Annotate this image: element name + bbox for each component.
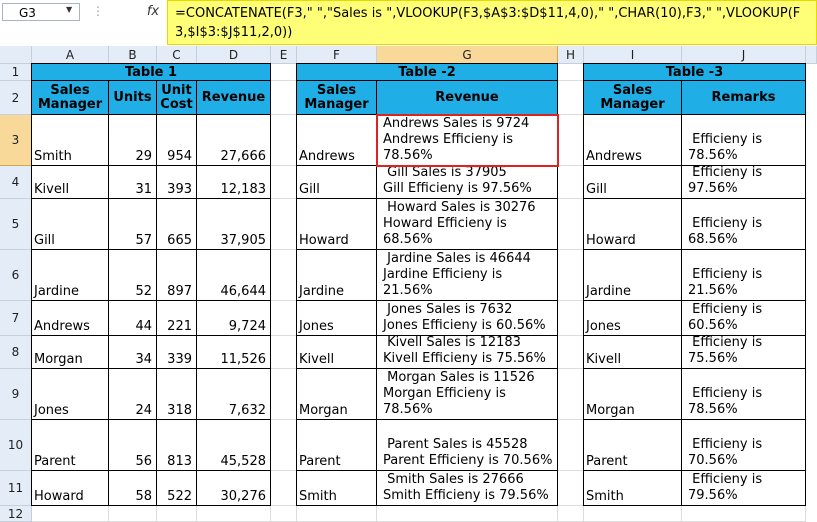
grid-cell[interactable] xyxy=(271,115,297,166)
grid-cell[interactable] xyxy=(558,369,584,420)
table2-revenue-cell[interactable]: Parent Sales is 45528 Parent Efficieny is 70.56% xyxy=(377,420,558,471)
table1-cell[interactable]: 29 xyxy=(109,115,157,166)
table3-remarks-cell[interactable]: Efficieny is 97.56% xyxy=(682,166,806,199)
table1-header[interactable]: Revenue xyxy=(197,81,271,115)
table-border xyxy=(583,64,584,506)
table1-cell[interactable]: 27,666 xyxy=(197,115,271,166)
grid-cell[interactable] xyxy=(558,250,584,301)
table1-cell[interactable]: Andrews xyxy=(32,301,109,336)
table3-name-cell[interactable]: Jones xyxy=(584,301,682,336)
table3-remarks-cell[interactable]: Efficieny is 70.56% xyxy=(682,420,806,471)
grid-cell[interactable] xyxy=(271,166,297,199)
table3-name-cell[interactable]: Morgan xyxy=(584,369,682,420)
column-header-d[interactable]: D xyxy=(197,46,271,64)
grid-cell[interactable] xyxy=(558,471,584,506)
grid-cell[interactable] xyxy=(109,506,157,522)
table1-cell[interactable]: Howard xyxy=(32,471,109,506)
table1-cell[interactable]: Kivell xyxy=(32,166,109,199)
table3-remarks-cell[interactable]: Efficieny is 78.56% xyxy=(682,369,806,420)
column-header-filler xyxy=(806,46,817,64)
table1-cell[interactable]: 57 xyxy=(109,199,157,250)
table1-cell[interactable]: 12,183 xyxy=(197,166,271,199)
row-header-4[interactable]: 4 xyxy=(0,166,32,199)
table1-cell[interactable]: 31 xyxy=(109,166,157,199)
grid-cell[interactable] xyxy=(271,369,297,420)
table1-cell[interactable]: 813 xyxy=(157,420,197,471)
table1-cell[interactable]: 46,644 xyxy=(197,250,271,301)
table-border xyxy=(31,63,271,64)
grid-cell[interactable] xyxy=(558,199,584,250)
table3-name-cell[interactable]: Smith xyxy=(584,471,682,506)
column-header-a[interactable]: A xyxy=(32,46,109,64)
chevron-down-icon[interactable]: ▼ xyxy=(66,5,73,14)
grid-cell[interactable] xyxy=(558,166,584,199)
grid-cell[interactable] xyxy=(271,250,297,301)
table-border xyxy=(583,63,806,64)
table2-name-cell[interactable]: Gill xyxy=(297,166,377,199)
table3-title[interactable]: Table -3 xyxy=(584,64,806,81)
table1-header[interactable]: Unit Cost xyxy=(157,81,197,115)
column-header-f[interactable]: F xyxy=(297,46,377,64)
grid-cell[interactable] xyxy=(271,301,297,336)
table1-cell[interactable]: 34 xyxy=(109,336,157,369)
table3-header[interactable]: Sales Manager xyxy=(584,81,682,115)
table-border xyxy=(31,64,32,506)
table2-name-cell[interactable]: Kivell xyxy=(297,336,377,369)
grid-cell[interactable] xyxy=(558,64,584,81)
grid-cell[interactable] xyxy=(157,506,197,522)
table1-cell[interactable]: 954 xyxy=(157,115,197,166)
grid-cell[interactable] xyxy=(584,506,682,522)
row-header-7[interactable]: 7 xyxy=(0,301,32,336)
row-header-12[interactable]: 12 xyxy=(0,506,32,522)
table1-cell[interactable]: Gill xyxy=(32,199,109,250)
table2-name-cell[interactable]: Smith xyxy=(297,471,377,506)
table1-cell[interactable]: 37,905 xyxy=(197,199,271,250)
table1-cell[interactable]: 665 xyxy=(157,199,197,250)
table3-header[interactable]: Remarks xyxy=(682,81,806,115)
table2-title[interactable]: Table -2 xyxy=(297,64,558,81)
table2-header[interactable]: Sales Manager xyxy=(297,81,377,115)
select-all-corner[interactable] xyxy=(0,46,32,64)
column-header-g[interactable]: G xyxy=(377,46,558,64)
table1-cell[interactable]: 45,528 xyxy=(197,420,271,471)
table1-cell[interactable]: 318 xyxy=(157,369,197,420)
table1-header[interactable]: Sales Manager xyxy=(32,81,109,115)
table3-name-cell[interactable]: Howard xyxy=(584,199,682,250)
grid-cell[interactable] xyxy=(682,506,806,522)
column-header-j[interactable]: J xyxy=(682,46,806,64)
table3-remarks-cell[interactable]: Efficieny is 21.56% xyxy=(682,250,806,301)
table1-cell[interactable]: 339 xyxy=(157,336,197,369)
column-header-i[interactable]: I xyxy=(584,46,682,64)
table2-revenue-cell[interactable]: Andrews Sales is 9724 Andrews Efficieny is 78.56% xyxy=(377,115,558,166)
row-header-9[interactable]: 9 xyxy=(0,369,32,420)
table2-name-cell[interactable]: Morgan xyxy=(297,369,377,420)
table3-name-cell[interactable]: Parent xyxy=(584,420,682,471)
table1-cell[interactable]: 30,276 xyxy=(197,471,271,506)
row-header-3[interactable]: 3 xyxy=(0,115,32,166)
table2-name-cell[interactable]: Andrews xyxy=(297,115,377,166)
table1-cell[interactable]: 56 xyxy=(109,420,157,471)
row-header-8[interactable]: 8 xyxy=(0,336,32,369)
table1-cell[interactable]: 9,724 xyxy=(197,301,271,336)
row-header-2[interactable]: 2 xyxy=(0,81,32,115)
column-header-c[interactable]: C xyxy=(157,46,197,64)
grid-cell[interactable] xyxy=(271,506,297,522)
table2-name-cell[interactable]: Parent xyxy=(297,420,377,471)
grid-cell[interactable] xyxy=(558,115,584,166)
table3-remarks-cell[interactable]: Efficieny is 75.56% xyxy=(682,336,806,369)
formula-bar-splitter-icon[interactable]: ⋮ xyxy=(92,4,104,18)
table2-revenue-cell[interactable]: Morgan Sales is 11526 Morgan Efficieny is 78.56% xyxy=(377,369,558,420)
table1-cell[interactable]: 52 xyxy=(109,250,157,301)
table1-cell[interactable]: 11,526 xyxy=(197,336,271,369)
table1-title[interactable]: Table 1 xyxy=(32,64,271,81)
table-border xyxy=(296,63,558,64)
table1-cell[interactable]: Smith xyxy=(32,115,109,166)
grid-cell[interactable] xyxy=(297,506,377,522)
column-header-b[interactable]: B xyxy=(109,46,157,64)
row-header-1[interactable]: 1 xyxy=(0,64,32,81)
grid-cell[interactable] xyxy=(271,64,297,81)
table-border xyxy=(296,64,297,506)
table1-cell[interactable]: 522 xyxy=(157,471,197,506)
grid-cell[interactable] xyxy=(271,471,297,506)
grid-cell[interactable] xyxy=(377,506,558,522)
formula-input[interactable]: =CONCATENATE(F3," ","Sales is ",VLOOKUP(F3,$A$3:$D$11,4,0)," ",CHAR(10),F3," ",VLOOKUP(F3,$I$3:$J$11,2,0)) xyxy=(167,0,817,45)
row-header-6[interactable]: 6 xyxy=(0,250,32,301)
row-header-5[interactable]: 5 xyxy=(0,199,32,250)
table1-cell[interactable]: 897 xyxy=(157,250,197,301)
table1-cell[interactable]: 221 xyxy=(157,301,197,336)
table3-name-cell[interactable]: Gill xyxy=(584,166,682,199)
table3-name-cell[interactable]: Kivell xyxy=(584,336,682,369)
grid-cell[interactable] xyxy=(271,420,297,471)
column-header-h[interactable]: H xyxy=(558,46,584,64)
column-header-e[interactable]: E xyxy=(271,46,297,64)
row-header-11[interactable]: 11 xyxy=(0,471,32,506)
table1-cell[interactable]: 7,632 xyxy=(197,369,271,420)
table3-remarks-cell[interactable]: Efficieny is 78.56% xyxy=(682,115,806,166)
table2-name-cell[interactable]: Jones xyxy=(297,301,377,336)
grid-cell[interactable] xyxy=(197,506,271,522)
grid-cell[interactable] xyxy=(271,81,297,115)
table1-cell[interactable]: Parent xyxy=(32,420,109,471)
grid-cell[interactable] xyxy=(558,506,584,522)
grid-cell[interactable] xyxy=(558,81,584,115)
table1-cell[interactable]: 24 xyxy=(109,369,157,420)
table3-remarks-cell[interactable]: Efficieny is 68.56% xyxy=(682,199,806,250)
table2-revenue-cell[interactable]: Jones Sales is 7632 Jones Efficieny is 60.56% xyxy=(377,301,558,336)
insert-function-icon[interactable]: fx xyxy=(146,4,160,19)
table2-revenue-cell[interactable]: Jardine Sales is 46644 Jardine Efficieny is 21.56% xyxy=(377,250,558,301)
table1-cell[interactable]: Jardine xyxy=(32,250,109,301)
table3-name-cell[interactable]: Andrews xyxy=(584,115,682,166)
table3-remarks-cell[interactable]: Efficieny is 79.56% xyxy=(682,471,806,506)
grid-cell[interactable] xyxy=(558,336,584,369)
grid-cell[interactable] xyxy=(32,506,109,522)
table1-cell[interactable]: 393 xyxy=(157,166,197,199)
table1-cell[interactable]: Morgan xyxy=(32,336,109,369)
grid-cell[interactable] xyxy=(558,301,584,336)
grid-cell[interactable] xyxy=(558,420,584,471)
grid-cell[interactable] xyxy=(271,199,297,250)
table1-cell[interactable]: Jones xyxy=(32,369,109,420)
table2-header[interactable]: Revenue xyxy=(377,81,558,115)
table3-remarks-cell[interactable]: Efficieny is 60.56% xyxy=(682,301,806,336)
table2-revenue-cell[interactable]: Gill Sales is 37905 Gill Efficieny is 97.56% xyxy=(377,166,558,199)
table2-name-cell[interactable]: Howard xyxy=(297,199,377,250)
grid-cell[interactable] xyxy=(271,336,297,369)
table2-revenue-cell[interactable]: Kivell Sales is 12183 Kivell Efficieny is 75.56% xyxy=(377,336,558,369)
table1-cell[interactable]: 44 xyxy=(109,301,157,336)
table3-name-cell[interactable]: Jardine xyxy=(584,250,682,301)
table1-cell[interactable]: 58 xyxy=(109,471,157,506)
name-box[interactable]: G3 xyxy=(2,3,80,21)
table1-header[interactable]: Units xyxy=(109,81,157,115)
table2-revenue-cell[interactable]: Howard Sales is 30276 Howard Efficieny is 68.56% xyxy=(377,199,558,250)
formula-bar xyxy=(0,0,817,46)
table2-name-cell[interactable]: Jardine xyxy=(297,250,377,301)
row-header-10[interactable]: 10 xyxy=(0,420,32,471)
table2-revenue-cell[interactable]: Smith Sales is 27666 Smith Efficieny is 79.56% xyxy=(377,471,558,506)
